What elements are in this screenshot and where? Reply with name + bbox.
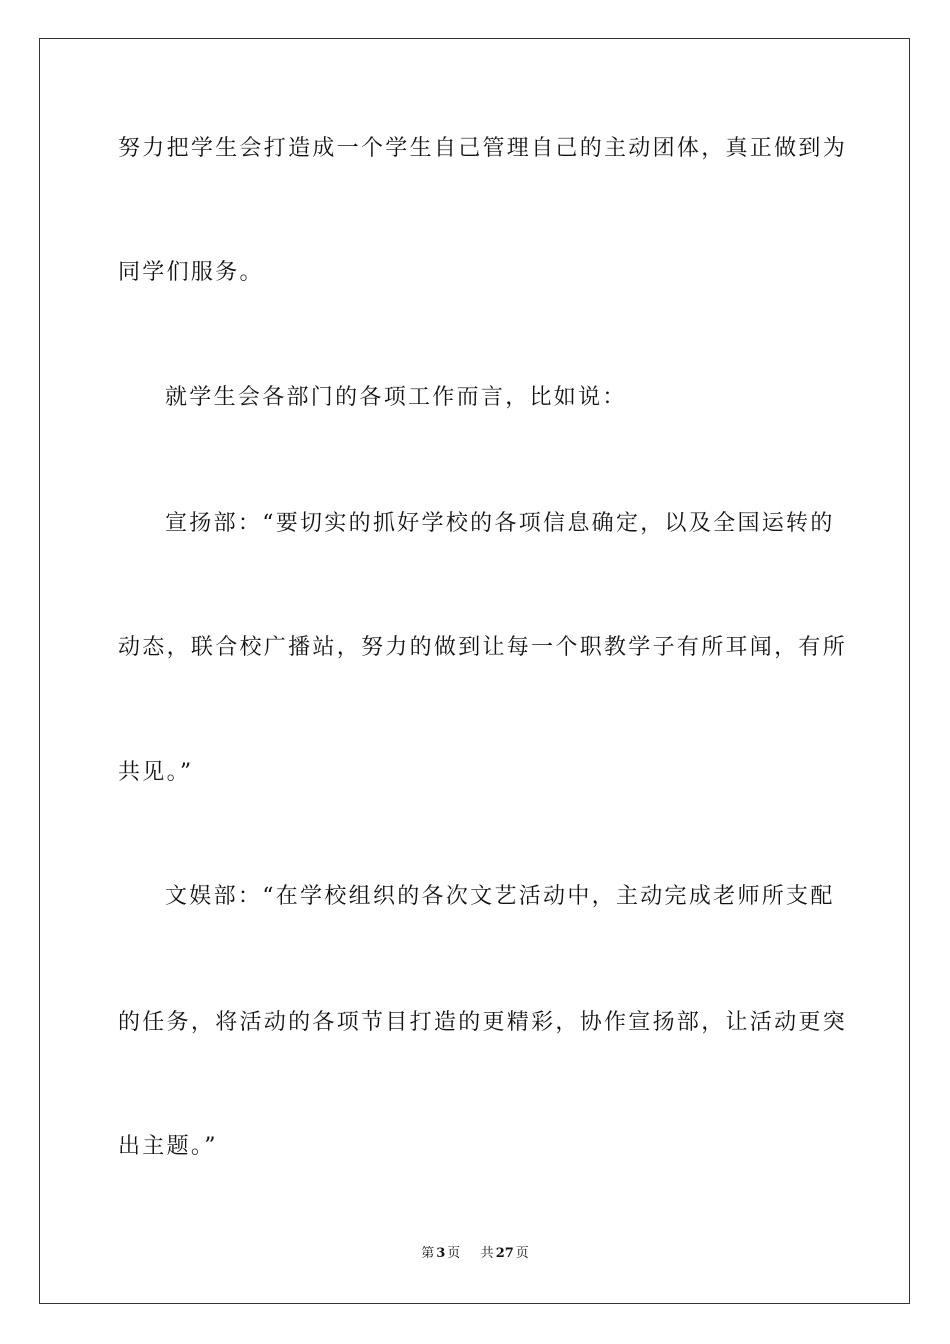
- page-indicator: [419, 1246, 462, 1261]
- total-pages: 27: [495, 1246, 514, 1261]
- page-footer: [0, 1244, 950, 1264]
- paragraph-line-8: 的任务，将活动的各项节目打造的更精彩，协作宣扬部，让活动更突: [118, 1010, 848, 1035]
- paragraph-line-3: 就学生会各部门的各项工作而言，比如说：: [165, 385, 627, 410]
- paragraph-line-5: 动态，联合校广播站，努力的做到让每一个职教学子有所耳闻，有所: [118, 635, 848, 660]
- paragraph-line-9: 出主题。”: [118, 1134, 218, 1159]
- page-border: [39, 38, 910, 1304]
- page-number: 3: [436, 1246, 446, 1261]
- page-suffix: 页: [447, 1246, 461, 1261]
- paragraph-line-7: 文娱部：“在学校组织的各次文艺活动中，主动完成老师所支配: [165, 884, 835, 909]
- paragraph-line-1: 努力把学生会打造成一个学生自己管理自己的主动团体，真正做到为: [118, 136, 848, 161]
- total-indicator: [479, 1246, 531, 1261]
- paragraph-line-4: 宣扬部：“要切实的抓好学校的各项信息确定，以及全国运转的: [165, 511, 835, 536]
- page-prefix: 第: [421, 1246, 435, 1261]
- total-prefix: 共: [480, 1246, 494, 1261]
- paragraph-line-2: 同学们服务。: [118, 260, 264, 285]
- total-suffix: 页: [515, 1246, 529, 1261]
- paragraph-line-6: 共见。”: [118, 760, 194, 785]
